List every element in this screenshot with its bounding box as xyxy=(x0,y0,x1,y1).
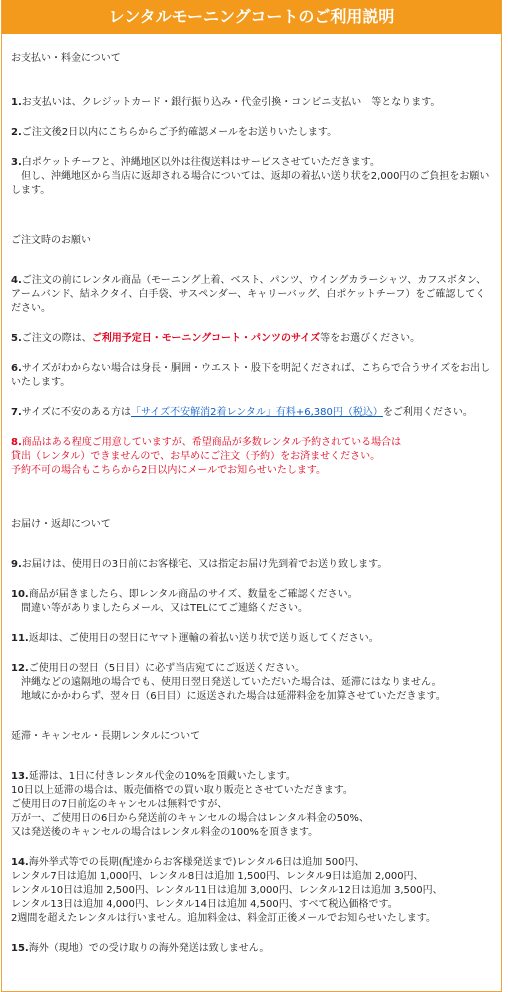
item-13: 13.延滞は、1日に付きレンタル代金の10%を頂戴いたします。 10日以上延滞の場合は、販売価格での買い取り販売とさせていただきます。 ご使用日の7日前迄のキャンセルは無料ですが、 万が一、ご使用日の6日から発送前のキャンセルの場合はレンタル料金の50%、 又は発送後のキャンセルの場合はレンタル料金の100%を頂きます。 xyxy=(11,771,369,838)
item-15: 15.海外（現地）での受け取りの海外発送は致しません。 xyxy=(11,943,270,954)
item-1: 1.お支払いは、クレジットカード・銀行振り込み・代金引換・コンビニ支払い 等となります。 xyxy=(11,97,441,108)
item-11: 11.返却は、ご使用日の翌日にヤマト運輸の着払い送り状で送り返してください。 xyxy=(11,633,379,644)
size-rental-link[interactable]: 「サイズ不安解消2着レンタル」有料+6,380円（税込） xyxy=(130,407,383,418)
item-4: 4.ご注文の前にレンタル商品（モーニング上着、ベスト、パンツ、ウイングカラーシャツ、カフスボタン、アームバンド、結ネクタイ、白手袋、サスペンダー、キャリーバッグ、白ポケットチーフ）をご確認してください。 xyxy=(11,275,487,314)
item-9: 9.お届けは、使用日の3日前にお客様宅、又は指定お届け先到着でお送り致します。 xyxy=(11,559,388,570)
item-7: 7.サイズに不安のある方は「サイズ不安解消2着レンタル」有料+6,380円（税込）をご利用ください。 xyxy=(11,407,473,418)
section-order-title: ご注文時のお願い xyxy=(11,235,91,246)
item-10: 10.商品が届きましたら、即レンタル商品のサイズ、数量をご確認ください。 間違い等がありましたらメール、又はTELにてご連絡ください。 xyxy=(11,589,358,614)
item-3: 3.白ポケットチーフと、沖縄地区以外は往復送料はサービスさせていただきます。 但し、沖縄地区から当店に返却される場合については、返却の着払い送り状を2,000円のご負担をお願いします。 xyxy=(11,157,490,196)
item-5: 5.ご注文の際は、ご利用予定日・モーニングコート・パンツのサイズ等をお選びください。 xyxy=(11,333,421,344)
info-panel xyxy=(1,0,502,992)
page-title: レンタルモーニングコートのご利用説明 xyxy=(2,0,501,34)
item-6: 6.サイズがわからない場合は身長・胴囲・ウエスト・股下を明記くだされば、こちらで合うサイズをお出しいたします。 xyxy=(11,363,491,388)
item-2: 2.ご注文後2日以内にこちらからご予約確認メールをお送りいたします。 xyxy=(11,127,338,138)
section-delivery-title: お届け・返却について xyxy=(11,519,111,530)
item-12: 12.ご使用日の翌日（5日目）に必ず当店宛てにご返送ください。 沖縄などの遠隔地の場合でも、使用日翌日発送していただいた場合は、延滞にはなりません。 地域にかかわらず、翌々日（6日目）に返送された場合は延滞料金を加算させていただきます。 xyxy=(11,663,446,702)
section-payment-title: お支払い・料金について xyxy=(11,53,121,64)
section-delay-title: 延滞・キャンセル・長期レンタルについて xyxy=(11,731,201,742)
item-14: 14.海外挙式等での長期(配達からお客様発送まで)レンタル6日は追加 500円、 レンタル7日は追加 1,000円、レンタル8日は追加 1,500円、レンタル9日は追加 2,000円、 レンタル10日は追加 2,500円、レンタル11日は追加 3,000円、レンタル12日は追加 3,500円、 レンタル13日は追加 4,000円、レンタル14日は追加 4,500円、すべて税込価格です。 2週間を超えたレンタルは行いません。追加料金は、料金訂正後メールでお知らせいたします。 xyxy=(11,857,443,924)
item-8: 8.商品はある程度ご用意していますが、希望商品が多数レンタル予約されている場合は 貸出（レンタル）できませんので、お早めにご注文（予約）をお済ませください。 予約不可の場合もこちらから2日以内にメールでお知らせいたします。 xyxy=(11,437,402,476)
content xyxy=(2,34,501,956)
